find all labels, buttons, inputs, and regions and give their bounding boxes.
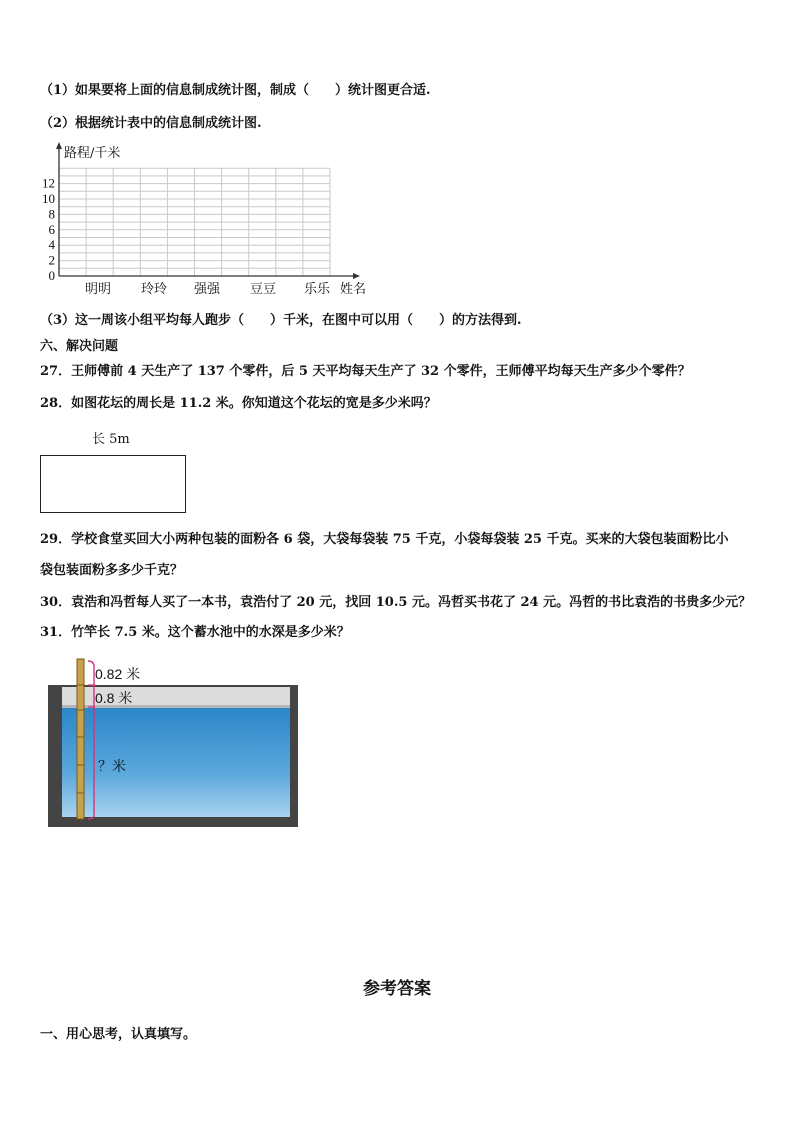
question-29-line-2: 袋包装面粉多多少千克？ <box>40 563 184 578</box>
y-tick-label: 10 <box>42 191 55 206</box>
rectangle-length-label: 长 5m <box>92 432 130 447</box>
question-29-line-1: 29．学校食堂买回大小两种包装的面粉各 6 袋，大袋每袋装 75 千克，小袋每袋装 25 千克。买来的大袋包装面粉比小 <box>40 532 729 547</box>
x-axis-label: 姓名 <box>340 282 367 297</box>
category-label: 明明 <box>84 282 112 297</box>
y-tick-label: 2 <box>48 252 55 268</box>
blank-chart-grid <box>30 140 390 305</box>
category-label: 强强 <box>193 282 221 297</box>
question-28: 28．如图花坛的周长是 11.2 米。你知道这个花坛的宽是多少米吗？ <box>40 396 437 411</box>
y-tick-label: 12 <box>42 175 55 191</box>
section-heading-6: 六、解决问题 <box>40 339 119 354</box>
y-tick-label: 6 <box>48 221 55 237</box>
x-axis-arrow-icon <box>353 273 360 279</box>
question-27: 27．王师傅前 4 天生产了 137 个零件，后 5 天平均每天生产了 32 个零件，王师傅平均每天生产多少个零件？ <box>40 364 691 379</box>
category-label: 豆豆 <box>249 282 277 297</box>
category-label: 玲玲 <box>140 282 168 297</box>
y-tick-label: 4 <box>48 237 55 253</box>
category-label: 乐乐 <box>303 282 331 297</box>
answer-section-1: 一、用心思考，认真填写。 <box>40 1027 197 1042</box>
answer-title: 参考答案 <box>363 979 431 999</box>
y-tick-label: 0 <box>48 268 55 283</box>
question-30: 30．袁浩和冯哲每人买了一本书，袁浩付了 20 元，找回 10.5 元。冯哲买书花了 24 元。冯哲的书比袁浩的书贵多少元？ <box>40 595 752 610</box>
y-axis-arrow-icon <box>56 142 62 149</box>
pool-label-middle: 0.8 米 <box>95 690 133 706</box>
water-pool-illustration <box>48 655 298 827</box>
flowerbed-rectangle <box>40 455 186 513</box>
question-part-3: （3）这一周该小组平均每人跑步（ ）千米，在图中可以用（ ）的方法得到. <box>40 313 522 328</box>
y-tick-label: 8 <box>48 206 55 222</box>
pool-label-top: 0.82 米 <box>95 666 141 682</box>
y-axis-label: 路程/千米 <box>64 146 121 161</box>
bamboo-pole-icon <box>77 659 84 819</box>
question-31: 31．竹竿长 7.5 米。这个蓄水池中的水深是多少米？ <box>40 625 350 640</box>
question-part-1: （1）如果要将上面的信息制成统计图，制成（ ）统计图更合适. <box>40 83 431 98</box>
question-part-2: （2）根据统计表中的信息制成统计图. <box>40 116 262 131</box>
pool-label-bottom: ？米 <box>98 758 126 774</box>
